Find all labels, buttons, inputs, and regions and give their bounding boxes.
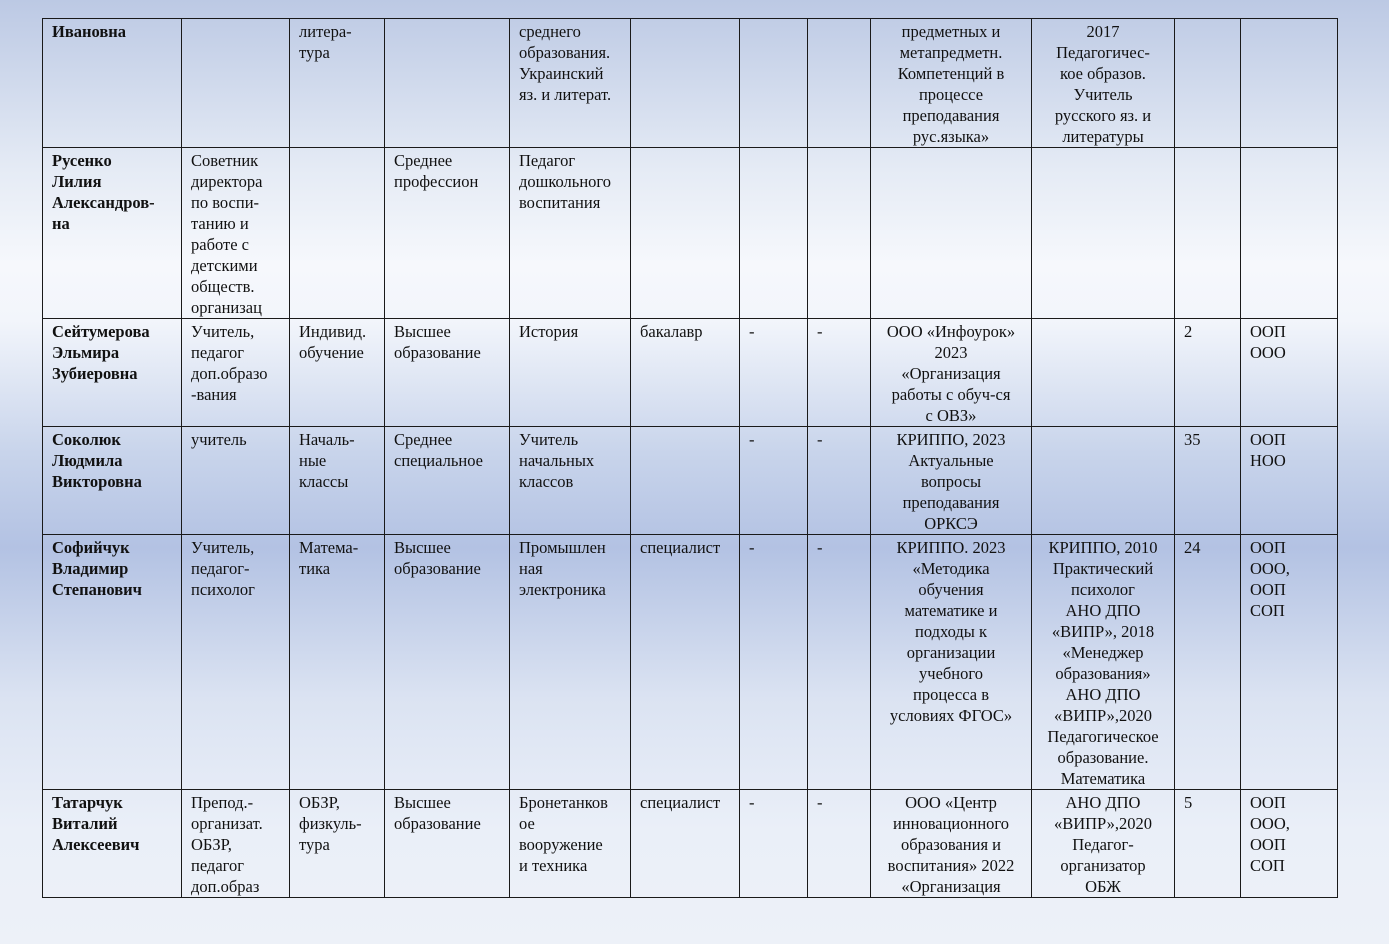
cell-text-line: работе с [191, 235, 249, 254]
cell-text-line: ОБЗР, [191, 835, 232, 854]
cell-text-line: Педагогичес- [1056, 43, 1150, 62]
position-cell [182, 19, 290, 148]
educational-program-cell [1241, 19, 1338, 148]
cell-text-line: 2 [1184, 322, 1193, 341]
cell-text-line: процесса в [913, 685, 989, 704]
cell-text-line: История [519, 322, 579, 341]
cell-text-line: Препод.- [191, 793, 254, 812]
cell-text-line: «Методика [912, 559, 990, 578]
cell-text-line: директора [191, 172, 263, 191]
academic-title-cell [808, 19, 871, 148]
cell-text-line: инновационного [892, 814, 1010, 833]
specialty-cell [510, 19, 631, 148]
cell-text-line: начальных [519, 451, 595, 470]
cell-text-line: Математика [1060, 769, 1146, 788]
cell-text-line: с ОВЗ» [925, 406, 977, 425]
cell-text-line: предметных и [901, 22, 1001, 41]
educational-program-cell [1241, 535, 1338, 790]
professional-retraining-cell [1032, 535, 1175, 790]
academic-title-cell [808, 427, 871, 535]
cell-text-line: - [817, 793, 823, 812]
education-level-cell [385, 148, 510, 319]
academic-title-cell [808, 535, 871, 790]
cell-text-line: образование. [1057, 748, 1149, 767]
cell-text-line: 24 [1184, 538, 1201, 557]
cell-text-line: танию и [191, 214, 249, 233]
cell-text-line: - [817, 538, 823, 557]
cell-text-line: Индивид. [299, 322, 367, 341]
cell-text-line: Александров- [52, 193, 155, 212]
teacher-name-cell [43, 19, 182, 148]
cell-text-line: Промышлен [519, 538, 606, 557]
table-row [43, 19, 1338, 148]
cell-text-line: ООО «Центр [905, 793, 997, 812]
cell-text-line: КРИППО, 2023 [896, 430, 1006, 449]
cell-text-line: образования» [1055, 664, 1151, 683]
academic-degree-cell [740, 790, 808, 898]
cell-text-line: рус.языка» [912, 127, 990, 146]
cell-text-line: физкуль- [299, 814, 362, 833]
cell-text-line: математике и [904, 601, 998, 620]
cell-text-line: Среднее [394, 151, 453, 170]
cell-text-line: НОО [1250, 451, 1286, 470]
subject-cell [290, 148, 385, 319]
qualification-cell [631, 535, 740, 790]
cell-text-line: по воспи- [191, 193, 260, 212]
cell-text-line: организац [191, 298, 262, 317]
cell-text-line: Компетенций в [897, 64, 1005, 83]
cell-text-line: АНО ДПО [1065, 793, 1141, 812]
cell-text-line: Владимир [52, 559, 129, 578]
academic-title-cell [808, 790, 871, 898]
teacher-name-cell [43, 319, 182, 427]
cell-text-line: Лилия [52, 172, 102, 191]
cell-text-line: - [817, 430, 823, 449]
cell-text-line: Матема- [299, 538, 359, 557]
cell-text-line: Сейтумерова [52, 322, 150, 341]
qualification-cell [631, 790, 740, 898]
cell-text-line: ООП [1250, 835, 1286, 854]
specialty-cell [510, 148, 631, 319]
cell-text-line: обществ. [191, 277, 255, 296]
cell-text-line: дошкольного [519, 172, 612, 191]
professional-retraining-cell [1032, 148, 1175, 319]
position-cell [182, 535, 290, 790]
cell-text-line: профессион [394, 172, 479, 191]
cell-text-line: русского яз. и [1054, 106, 1152, 125]
cell-text-line: Викторовна [52, 472, 142, 491]
advanced-training-cell [871, 19, 1032, 148]
cell-text-line: яз. и литерат. [519, 85, 612, 104]
cell-text-line: ная [519, 559, 543, 578]
cell-text-line: Соколюк [52, 430, 121, 449]
cell-text-line: ООП [1250, 322, 1286, 341]
cell-text-line: на [52, 214, 70, 233]
cell-text-line: ООО [1250, 343, 1286, 362]
table-row [43, 790, 1338, 898]
table-row [43, 319, 1338, 427]
cell-text-line: специальное [394, 451, 483, 470]
work-experience-cell [1175, 19, 1241, 148]
cell-text-line: Педагог- [1072, 835, 1134, 854]
cell-text-line: АНО ДПО [1065, 601, 1141, 620]
cell-text-line: ое [519, 814, 535, 833]
cell-text-line: тика [299, 559, 331, 578]
education-level-cell [385, 319, 510, 427]
cell-text-line: литера- [299, 22, 352, 41]
educational-program-cell [1241, 319, 1338, 427]
advanced-training-cell [871, 319, 1032, 427]
cell-text-line: условиях ФГОС» [889, 706, 1013, 725]
cell-text-line: - [749, 793, 755, 812]
cell-text-line: процессе [918, 85, 984, 104]
cell-text-line: - [749, 538, 755, 557]
professional-retraining-cell [1032, 790, 1175, 898]
cell-text-line: СОП [1250, 856, 1285, 875]
position-cell [182, 427, 290, 535]
educational-program-cell [1241, 790, 1338, 898]
advanced-training-cell [871, 535, 1032, 790]
cell-text-line: Ивановна [52, 22, 127, 41]
cell-text-line: Учитель, [191, 322, 255, 341]
cell-text-line: классы [299, 472, 349, 491]
cell-text-line: преподавания [902, 493, 1000, 512]
cell-text-line: Татарчук [52, 793, 123, 812]
cell-text-line: бакалавр [640, 322, 703, 341]
position-cell [182, 148, 290, 319]
cell-text-line: педагог [191, 856, 245, 875]
subject-cell [290, 19, 385, 148]
qualification-cell [631, 148, 740, 319]
cell-text-line: СОП [1250, 601, 1285, 620]
cell-text-line: Русенко [52, 151, 112, 170]
teacher-name-cell [43, 790, 182, 898]
cell-text-line: учитель [191, 430, 247, 449]
work-experience-cell [1175, 319, 1241, 427]
advanced-training-cell [871, 427, 1032, 535]
qualification-cell [631, 427, 740, 535]
position-cell [182, 319, 290, 427]
cell-text-line: Началь- [299, 430, 355, 449]
teacher-name-cell [43, 427, 182, 535]
cell-text-line: образования и [901, 835, 1001, 854]
cell-text-line: «ВИПР»,2020 [1053, 706, 1153, 725]
cell-text-line: ОБЗР, [299, 793, 340, 812]
cell-text-line: Эльмира [52, 343, 120, 362]
work-experience-cell [1175, 148, 1241, 319]
cell-text-line: образование [394, 559, 481, 578]
cell-text-line: педагог [191, 343, 245, 362]
educational-program-cell [1241, 427, 1338, 535]
cell-text-line: Учитель [1073, 85, 1133, 104]
cell-text-line: ОРКСЭ [924, 514, 978, 533]
staff-qualification-table [42, 18, 1338, 898]
teacher-name-cell [43, 148, 182, 319]
cell-text-line: «Менеджер [1062, 643, 1144, 662]
academic-degree-cell [740, 148, 808, 319]
cell-text-line: «Организация [901, 877, 1001, 896]
advanced-training-cell [871, 148, 1032, 319]
cell-text-line: Высшее [394, 538, 451, 557]
cell-text-line: ООО, [1250, 559, 1290, 578]
cell-text-line: психолог [191, 580, 255, 599]
cell-text-line: Виталий [52, 814, 118, 833]
cell-text-line: -вания [191, 385, 237, 404]
education-level-cell [385, 19, 510, 148]
cell-text-line: Украинский [519, 64, 604, 83]
cell-text-line: - [749, 430, 755, 449]
cell-text-line: - [817, 322, 823, 341]
cell-text-line: Высшее [394, 322, 451, 341]
cell-text-line: ООП [1250, 538, 1286, 557]
cell-text-line: Актуальные [908, 451, 994, 470]
academic-degree-cell [740, 319, 808, 427]
subject-cell [290, 790, 385, 898]
education-level-cell [385, 427, 510, 535]
professional-retraining-cell [1032, 427, 1175, 535]
table-row [43, 148, 1338, 319]
cell-text-line: Учитель, [191, 538, 255, 557]
advanced-training-cell [871, 790, 1032, 898]
professional-retraining-cell [1032, 319, 1175, 427]
cell-text-line: ООП [1250, 430, 1286, 449]
teacher-name-cell [43, 535, 182, 790]
cell-text-line: ООО «Инфоурок» [886, 322, 1016, 341]
specialty-cell [510, 427, 631, 535]
academic-title-cell [808, 319, 871, 427]
specialty-cell [510, 535, 631, 790]
cell-text-line: доп.образ [191, 877, 260, 896]
educational-program-cell [1241, 148, 1338, 319]
cell-text-line: образования. [519, 43, 611, 62]
cell-text-line: ООП [1250, 793, 1286, 812]
cell-text-line: классов [519, 472, 574, 491]
cell-text-line: Софийчук [52, 538, 130, 557]
cell-text-line: вопросы [920, 472, 982, 491]
cell-text-line: и техника [519, 856, 588, 875]
cell-text-line: «Организация [901, 364, 1001, 383]
cell-text-line: АНО ДПО [1065, 685, 1141, 704]
cell-text-line: Людмила [52, 451, 123, 470]
cell-text-line: 5 [1184, 793, 1193, 812]
education-level-cell [385, 790, 510, 898]
cell-text-line: литературы [1062, 127, 1144, 146]
cell-text-line: Педагог [519, 151, 576, 170]
cell-text-line: ООП [1250, 580, 1286, 599]
specialty-cell [510, 790, 631, 898]
cell-text-line: электроника [519, 580, 606, 599]
academic-degree-cell [740, 535, 808, 790]
cell-text-line: Учитель [519, 430, 579, 449]
cell-text-line: работы с обуч-ся [891, 385, 1011, 404]
qualification-cell [631, 319, 740, 427]
cell-text-line: обучения [918, 580, 984, 599]
cell-text-line: Педагогическое [1047, 727, 1159, 746]
cell-text-line: Практический [1052, 559, 1154, 578]
cell-text-line: педагог- [191, 559, 250, 578]
cell-text-line: 35 [1184, 430, 1201, 449]
qualification-cell [631, 19, 740, 148]
cell-text-line: психолог [1071, 580, 1135, 599]
position-cell [182, 790, 290, 898]
cell-text-line: тура [299, 43, 330, 62]
cell-text-line: 2017 [1086, 22, 1120, 41]
cell-text-line: учебного [919, 664, 983, 683]
cell-text-line: Высшее [394, 793, 451, 812]
cell-text-line: воспитания» 2022 [887, 856, 1015, 875]
cell-text-line: Зубиеровна [52, 364, 138, 383]
cell-text-line: организат. [191, 814, 263, 833]
cell-text-line: метапредметн. [899, 43, 1003, 62]
cell-text-line: вооружение [519, 835, 603, 854]
cell-text-line: Среднее [394, 430, 453, 449]
cell-text-line: КРИППО. 2023 [896, 538, 1006, 557]
cell-text-line: образование [394, 814, 481, 833]
cell-text-line: организатор [1060, 856, 1146, 875]
table-row [43, 427, 1338, 535]
cell-text-line: «ВИПР», 2018 [1051, 622, 1155, 641]
cell-text-line: среднего [519, 22, 581, 41]
cell-text-line: - [749, 322, 755, 341]
cell-text-line: тура [299, 835, 330, 854]
cell-text-line: обучение [299, 343, 364, 362]
cell-text-line: специалист [640, 793, 721, 812]
cell-text-line: Бронетанков [519, 793, 608, 812]
cell-text-line: воспитания [519, 193, 601, 212]
cell-text-line: Алексеевич [52, 835, 140, 854]
cell-text-line: доп.образо [191, 364, 268, 383]
subject-cell [290, 535, 385, 790]
cell-text-line: организации [906, 643, 996, 662]
professional-retraining-cell [1032, 19, 1175, 148]
academic-title-cell [808, 148, 871, 319]
cell-text-line: детскими [191, 256, 258, 275]
work-experience-cell [1175, 790, 1241, 898]
cell-text-line: образование [394, 343, 481, 362]
education-level-cell [385, 535, 510, 790]
cell-text-line: подходы к [914, 622, 988, 641]
cell-text-line: КРИППО, 2010 [1048, 538, 1158, 557]
subject-cell [290, 319, 385, 427]
cell-text-line: кое образов. [1060, 64, 1146, 83]
cell-text-line: 2023 [934, 343, 968, 362]
cell-text-line: Степанович [52, 580, 142, 599]
cell-text-line: преподавания [902, 106, 1000, 125]
table-row [43, 535, 1338, 790]
cell-text-line: ООО, [1250, 814, 1290, 833]
cell-text-line: Советник [191, 151, 259, 170]
cell-text-line: ОБЖ [1085, 877, 1121, 896]
specialty-cell [510, 319, 631, 427]
work-experience-cell [1175, 535, 1241, 790]
subject-cell [290, 427, 385, 535]
academic-degree-cell [740, 19, 808, 148]
academic-degree-cell [740, 427, 808, 535]
cell-text-line: «ВИПР»,2020 [1053, 814, 1153, 833]
cell-text-line: ные [299, 451, 327, 470]
work-experience-cell [1175, 427, 1241, 535]
cell-text-line: специалист [640, 538, 721, 557]
